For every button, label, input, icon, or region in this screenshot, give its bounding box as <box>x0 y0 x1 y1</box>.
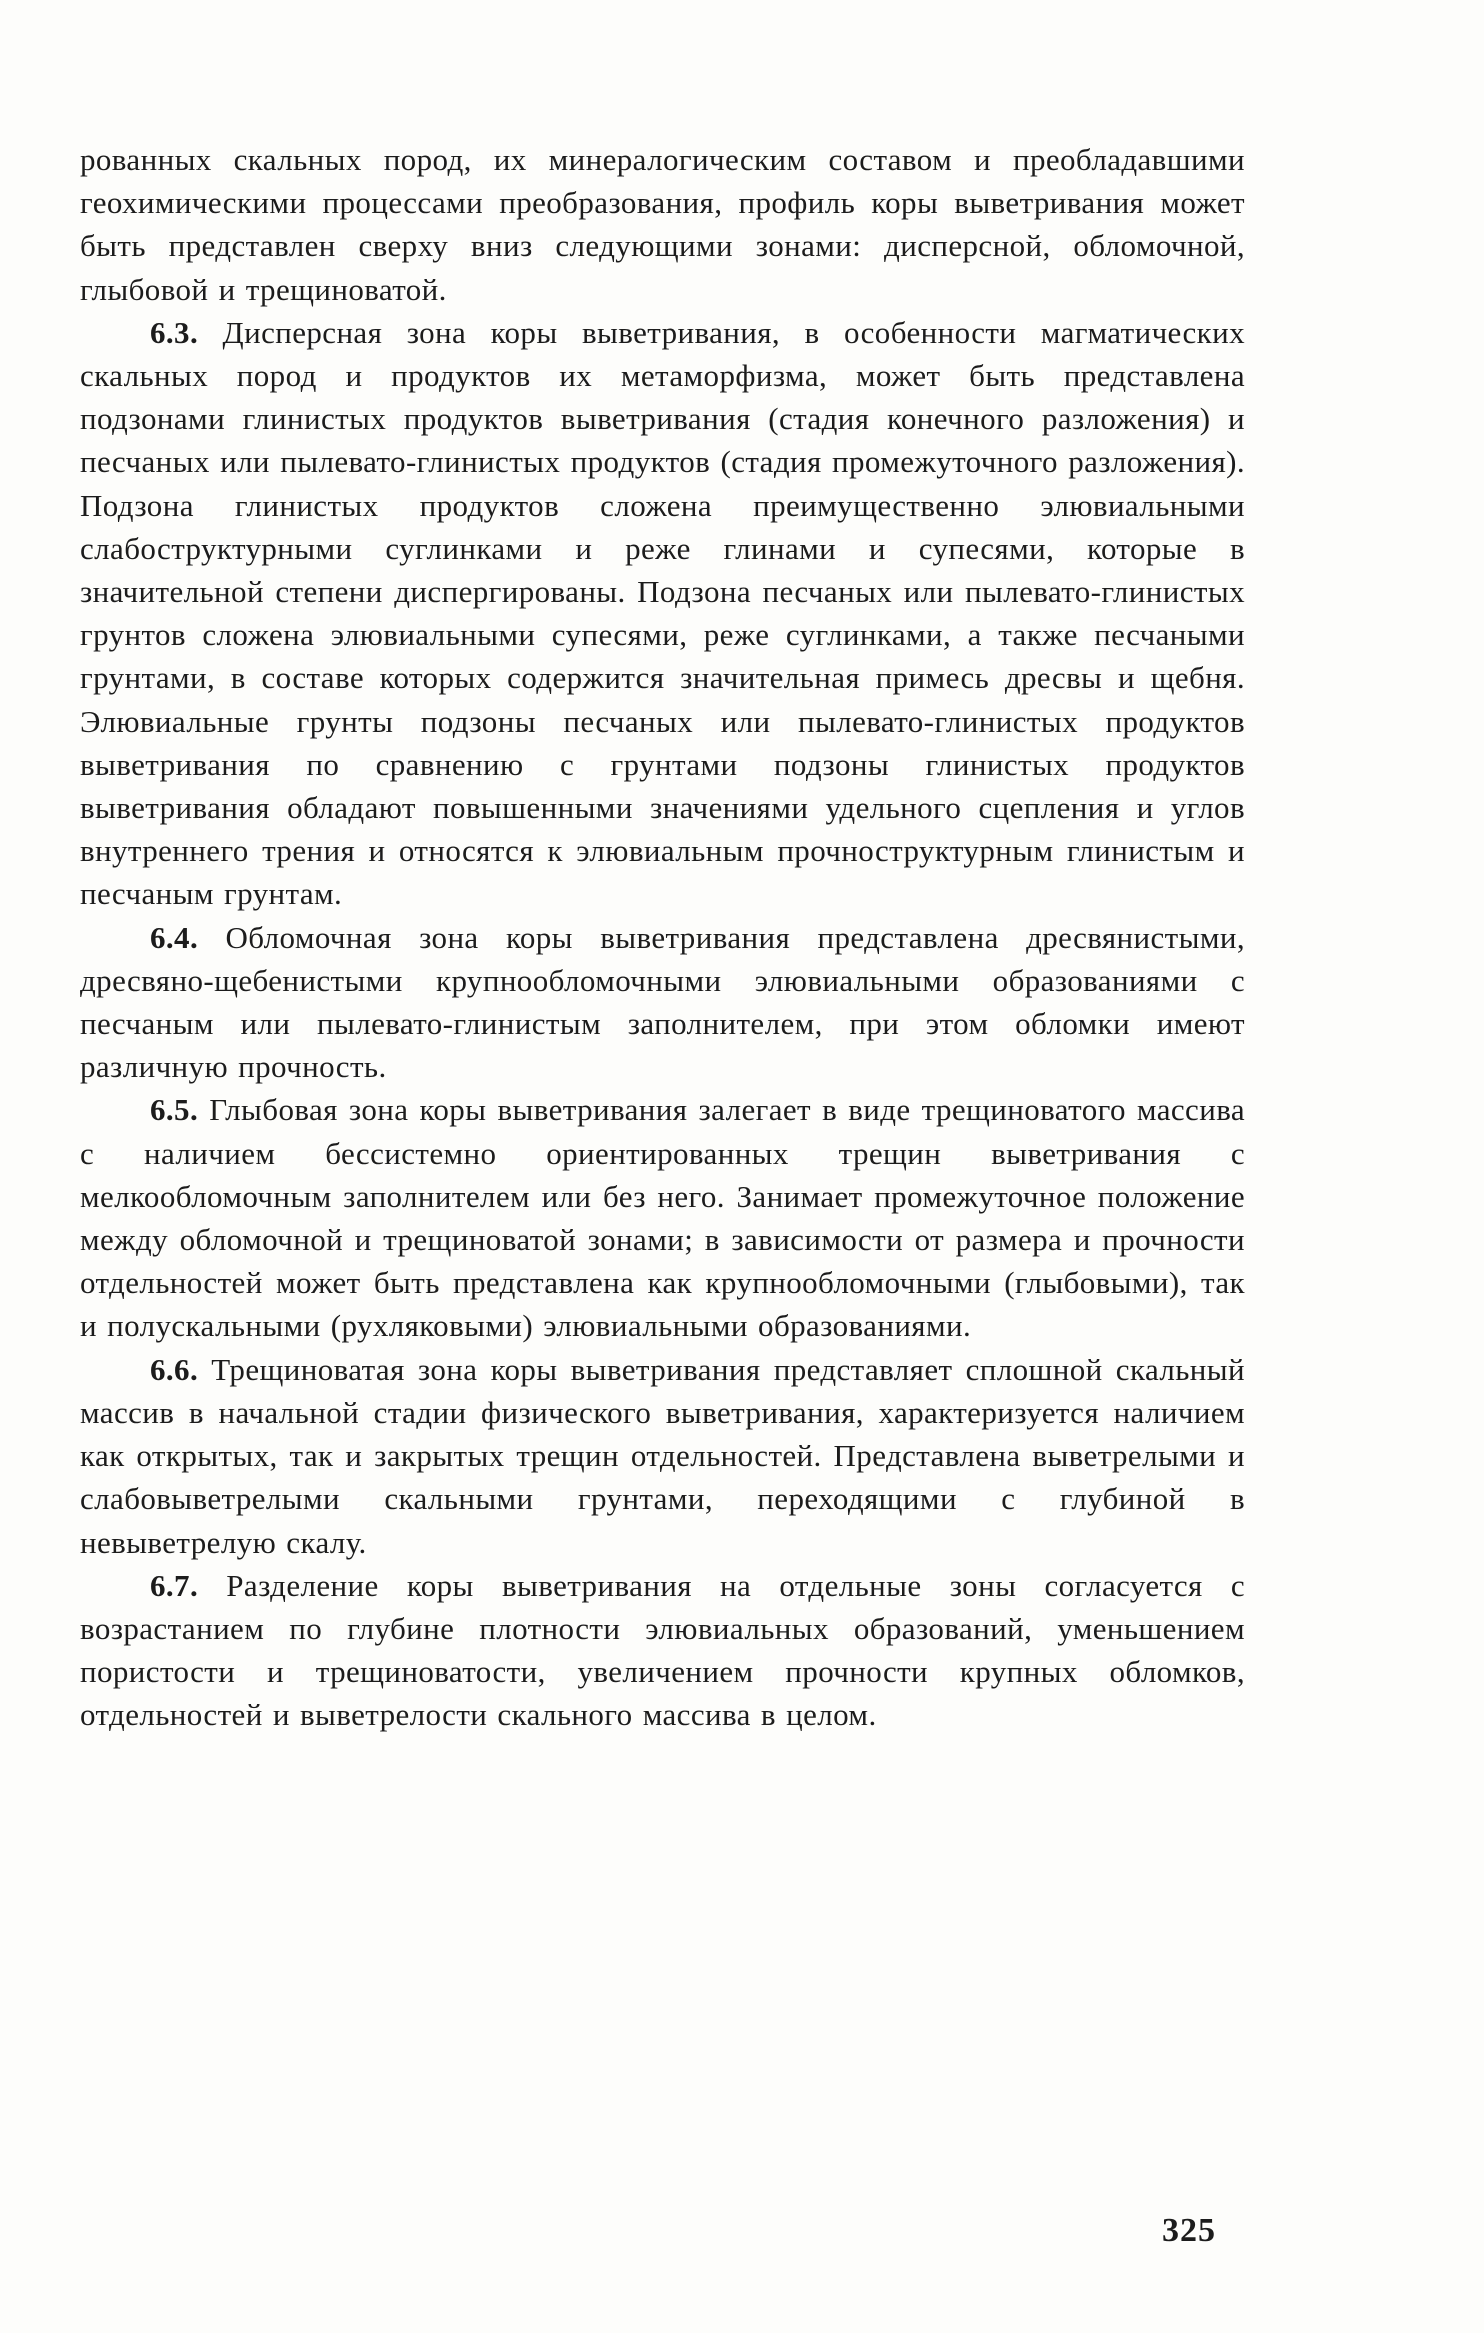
section-number: 6.5. <box>150 1092 199 1128</box>
section-6-6 <box>80 1348 1245 1564</box>
section-text: Трещиноватая зона коры выветривания представляет сплошной скальный массив в начальной стадии физического выветривания, характеризуется наличием как открытых, так и закрытых трещин отдельностей. Представлена выветрелыми и слабовыветрелыми скальными грунтами, переходящими с глубиной в невыветрелую скалу. <box>80 1351 1245 1560</box>
section-number: 6.7. <box>150 1567 199 1603</box>
section-number: 6.6. <box>150 1351 199 1387</box>
body-text <box>80 138 1245 1737</box>
section-text: Глыбовая зона коры выветривания залегает в виде трещиноватого массива с наличием бессистемно ориентированных трещин выветривания с мелкообломочным заполнителем или без него. Занимает промежуточное положение между обломочной и трещиноватой зонами; в зависимости от размера и прочности отдельностей может быть представлена как крупнообломочными (глыбовыми), так и полускальными (рухляковыми) элювиальными образованиями. <box>80 1092 1245 1344</box>
section-number: 6.3. <box>150 314 199 350</box>
section-6-3 <box>80 311 1245 916</box>
section-6-4 <box>80 916 1245 1089</box>
section-number: 6.4. <box>150 919 199 955</box>
section-6-5 <box>80 1088 1245 1347</box>
section-text: Дисперсная зона коры выветривания, в особенности магматических скальных пород и продуктов их метаморфизма, может быть представлена подзонами глинистых продуктов выветривания (стадия конечного разложения) и песчаных или пылевато-глинистых продуктов (стадия промежуточного разложения). Подзона глинистых продуктов сложена преимущественно элювиальными слабоструктурными суглинками и реже глинами и супесями, которые в значительной степени диспергированы. Подзона песчаных или пылевато-глинистых грунтов сложена элювиальными супесями, реже суглинками, а также песчаными грунтами, в составе которых содержится значительная примесь дресвы и щебня. Элювиальные грунты подзоны песчаных или пылевато-глинистых продуктов выветривания по сравнению с грунтами подзоны глинистых продуктов выветривания обладают повышенными значениями удельного сцепления и углов внутреннего трения и относятся к элювиальным прочноструктурным глинистым и песчаным грунтам. <box>80 314 1245 912</box>
intro-paragraph: рованных скальных пород, их минералогическим составом и преобладавшими геохимическими процессами преобразования, профиль коры выветривания может быть представлен сверху вниз следующими зонами: дисперсной, обломочной, глыбовой и трещиноватой. <box>80 142 1245 307</box>
page-number: 325 <box>1162 2212 1216 2249</box>
section-text: Обломочная зона коры выветривания представлена дресвянистыми, дресвяно-щебенистыми крупнообломочными элювиальными образованиями с песчаным или пылевато-глинистым заполнителем, при этом обломки имеют различную прочность. <box>80 919 1245 1085</box>
section-6-7 <box>80 1564 1245 1737</box>
section-text: Разделение коры выветривания на отдельные зоны согласуется с возрастанием по глубине плотности элювиальных образований, уменьшением пористости и трещиноватости, увеличением прочности крупных обломков, отдельностей и выветрелости скального массива в целом. <box>80 1567 1245 1733</box>
